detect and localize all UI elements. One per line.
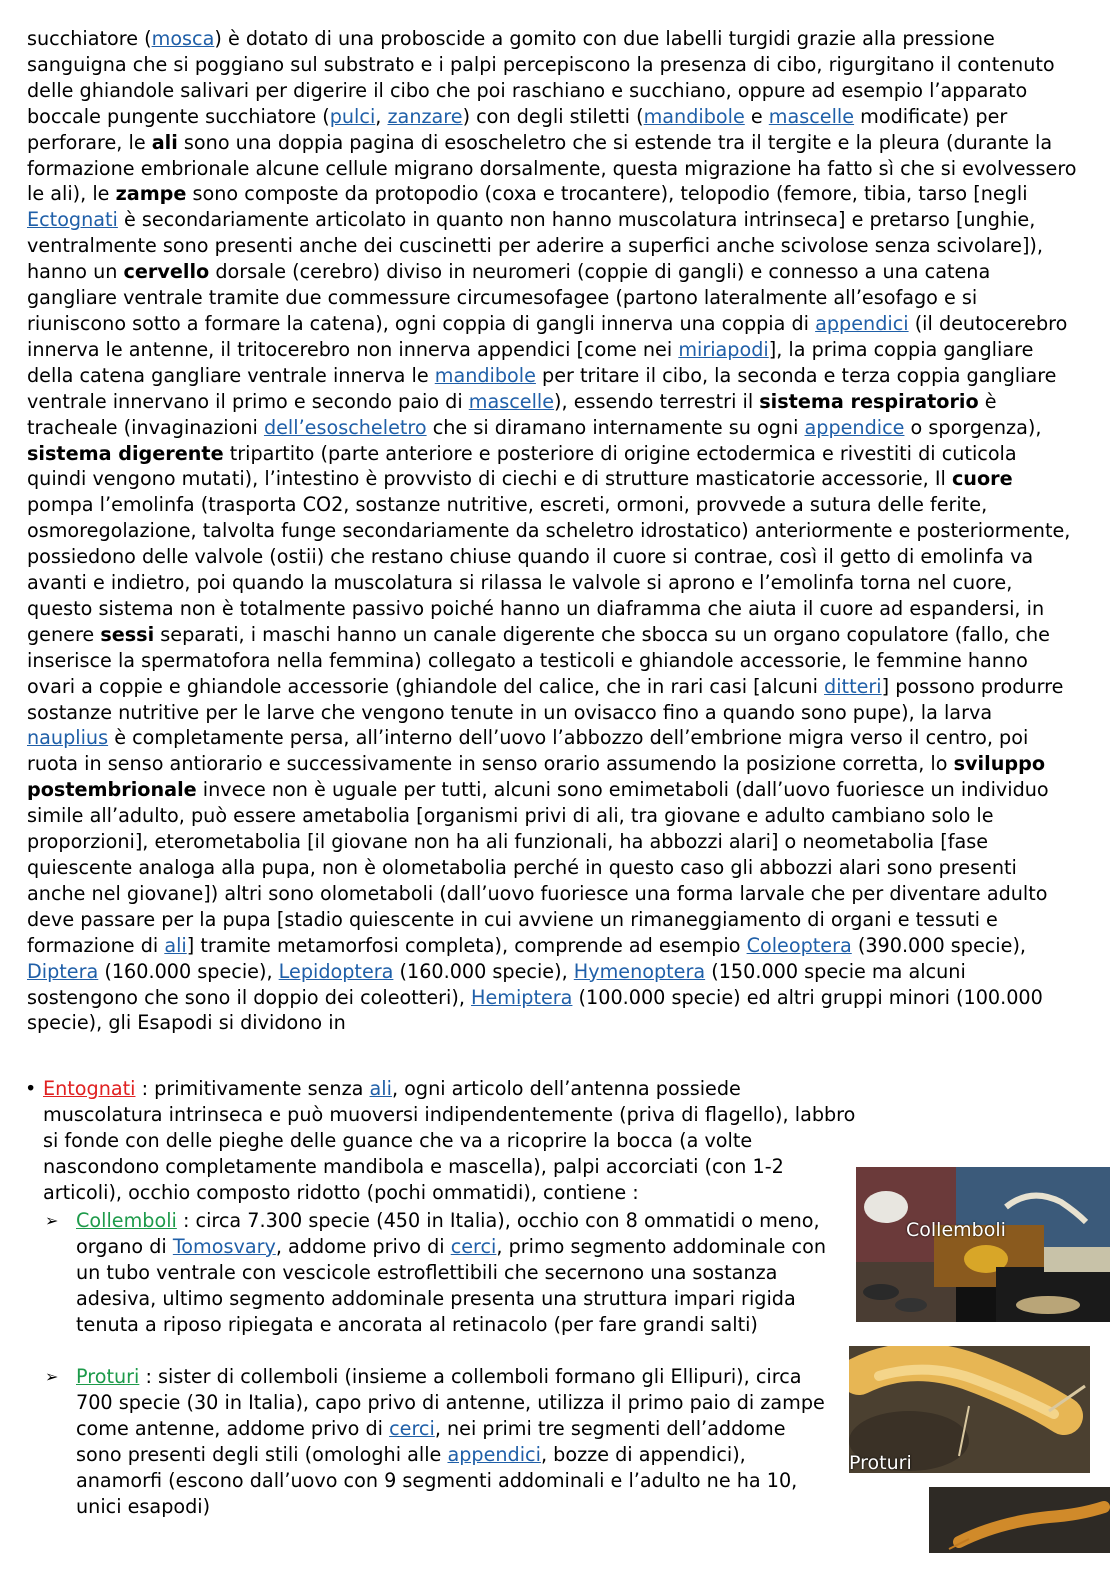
- link-diptera[interactable]: Diptera: [27, 959, 99, 983]
- proturi-caption: Proturi: [849, 1452, 912, 1473]
- arrow-marker: ➢: [45, 1367, 59, 1386]
- link-hymenoptera[interactable]: Hymenoptera: [573, 959, 706, 983]
- collemboli-image: [856, 1167, 1110, 1322]
- term-zampe: zampe: [115, 182, 187, 206]
- proturi-image: [849, 1346, 1090, 1473]
- term-sviluppo-postembrionale: sviluppo postembrionale: [27, 752, 1046, 802]
- term-cuore: cuore: [951, 467, 1013, 491]
- link-cerci[interactable]: cerci: [450, 1234, 497, 1258]
- link-appendice[interactable]: appendice: [804, 415, 905, 439]
- link-ali[interactable]: ali: [164, 933, 187, 957]
- list-item-collemboli: ➢ Collemboli : circa 7.300 specie (450 in Italia), occhio con 8 ommatidi o meno, organo di Tomosvary, addome privo di cerci, primo segmento addominale con un tubo ventrale con vescicole estroflettibili che secernono una sostanza adesiva, ultimo segmento addominale presenta una struttura impari rigida tenuta a riposo ripiegata e ancorata al retinacolo (per fare grandi salti): [45, 1209, 826, 1336]
- term-sistema-respiratorio: sistema respiratorio: [759, 389, 979, 413]
- link-ali-entognati[interactable]: ali: [369, 1077, 392, 1100]
- insect-image: [929, 1487, 1110, 1553]
- link-mandibole-2[interactable]: mandibole: [434, 363, 536, 387]
- term-cervello: cervello: [123, 260, 210, 284]
- link-nauplius[interactable]: nauplius: [27, 726, 109, 750]
- link-mosca[interactable]: mosca: [151, 27, 215, 50]
- collemboli-collage: [856, 1167, 1110, 1322]
- arrow-marker: ➢: [45, 1211, 59, 1230]
- link-pulci[interactable]: pulci: [329, 104, 376, 128]
- term-ali: ali: [151, 130, 178, 154]
- term-sistema-digerente: sistema digerente: [27, 441, 224, 465]
- list-item-entognati: • Entognati : primitivamente senza ali, ogni articolo dell’antenna possiede muscolatura intrinseca e può muoversi indipendentemente (priva di flagello), labbro si fonde con delle pieghe delle guance che va a ricoprire la bocca (a volte nascondono completamente mandibola e mascella), palpi accorciati (con 1-2 articoli), occhio composto ridotto (pochi ommatidi), contiene :: [25, 1077, 856, 1204]
- link-hemiptera[interactable]: Hemiptera: [471, 985, 573, 1009]
- link-coleoptera[interactable]: Coleoptera: [746, 933, 852, 957]
- bullet-marker: •: [25, 1077, 37, 1100]
- list-item-proturi: ➢ Proturi : sister di collemboli (insieme a collemboli formano gli Ellipuri), circa 700 specie (30 in Italia), capo privo di antenne, utilizza il primo paio di zampe come antenne, addome privo di cerci, nei primi tre segmenti dell’addome sono presenti degli stili (omologhi alle appendici, bozze di appendici), anamorfi (escono dall’uovo con 9 segmenti addominali e l’adulto ne ha 10, unici esapodi): [45, 1365, 825, 1518]
- link-appendici[interactable]: appendici: [815, 311, 909, 335]
- link-cerci-2[interactable]: cerci: [389, 1416, 435, 1440]
- link-mascelle-2[interactable]: mascelle: [468, 389, 555, 413]
- link-proturi[interactable]: Proturi: [76, 1365, 140, 1388]
- link-mascelle[interactable]: mascelle: [768, 104, 855, 128]
- link-entognati[interactable]: Entognati: [43, 1077, 136, 1100]
- link-tomosvary[interactable]: Tomosvary: [172, 1234, 276, 1258]
- link-miriapodi[interactable]: miriapodi: [678, 337, 769, 361]
- link-lepidoptera[interactable]: Lepidoptera: [278, 959, 394, 983]
- link-ectognati[interactable]: Ectognati: [27, 208, 118, 232]
- link-collemboli[interactable]: Collemboli: [76, 1209, 177, 1232]
- insect-photo: [929, 1487, 1110, 1553]
- link-zanzare[interactable]: zanzare: [387, 104, 463, 128]
- link-mandibole[interactable]: mandibole: [643, 104, 745, 128]
- link-esoscheletro[interactable]: dell’esoscheletro: [263, 415, 427, 439]
- link-appendici-2[interactable]: appendici: [447, 1442, 541, 1466]
- collemboli-caption: Collemboli: [906, 1219, 1006, 1241]
- main-paragraph: succhiatore (mosca) è dotato di una proboscide a gomito con due labelli turgidi grazie alla pressione sanguigna che si poggiano sul substrato e i palpi percepiscono la presenza di cibo, rigurgitano il contenuto delle ghiandole salivari per digerire il cibo che poi raschiano e succhiano, oppure ad esempio l’apparato boccale pungente succhiatore (pulci, zanzare) con degli stiletti (mandibole e mascelle modificate) per perforare, le ali sono una doppia pagina di esoscheletro che si estende tra il tergite e la pleura (durante la formazione embrionale alcune cellule migrano dorsalmente, questa migrazione ha fatto sì che si evolvessero le ali), le zampe sono composte da protopodio (coxa e trocantere), telopodio (femore, tibia, tarso [negli Ectognati è secondariamente articolato in quanto non hanno muscolatura intrinseca] e pretarso [unghie, ventralmente sono presenti anche dei cuscinetti per aderire a superfici anche scivolose senza scivolare]), hanno un cervello dorsale (cerebro) diviso in neuromeri (coppie di gangli) e connesso a una catena gangliare ventrale tramite due commessure circumesofagee (partono lateralmente all’esofago e si riuniscono sotto a formare la catena), ogni coppia di gangli innerva una coppia di appendici (il deutocerebro innerva le antenne, il tritocerebro non innerva appendici [come nei miriapodi], la prima coppia gangliare della catena gangliare ventrale innerva le mandibole per tritare il cibo, la seconda e terza coppia gangliare ventrale innervano il primo e secondo paio di mascelle), essendo terrestri il sistema respiratorio è tracheale (invaginazioni dell’esoscheletro che si diramano internamente su ogni appendice o sporgenza), sistema digerente tripartito (parte anteriore e posteriore di origine ectodermica e rivestiti di cuticola quindi vengono mutati), l’intestino è provvisto di ciechi e di strutture masticatorie accessorie, Il cuore pompa l’emolinfa (trasporta CO2, sostanze nutritive, escreti, ormoni, provvede a sutura delle ferite, osmoregolazione, talvolta funge secondariamente da scheletro idrostatico) anteriormente e posteriormente, possiedono delle valvole (ostii) che restano chiuse quando il cuore si contrae, così il getto di emolinfa va avanti e indietro, poi quando la muscolatura si rilassa le valvole si aprono e l’emolinfa torna nel cuore, questo sistema non è totalmente passivo poiché hanno un diaframma che aiuta il cuore ad espandersi, in genere sessi separati, i maschi hanno un canale digerente che sbocca su un organo copulatore (fallo, che inserisce la spermatofora nella femmina) collegato a testicoli e ghiandole accessorie, le femmine hanno ovari a coppie e ghiandole accessorie (ghiandole del calice, che in rari casi [alcuni ditteri] possono produrre sostanze nutritive per le larve che vengono tenute in un ovisacco fino a quando sono pupe), la larva nauplius è completamente persa, all’interno dell’uovo l’abbozzo dell’embrione migra verso il centro, poi ruota in senso antiorario e successivamente in senso orario assumendo la posizione corretta, lo sviluppo postembrionale invece non è uguale per tutti, alcuni sono emimetaboli (dall’uovo fuoriesce un individuo simile all’adulto, può essere ametabolia [organismi privi di ali, tra giovane e adulto cambiano solo le proporzioni], eterometabolia [il giovane non ha ali funzionali, ha abbozzi alari] o neometabolia [fase quiescente analoga alla pupa, non è olometabolia perché in questo caso gli abbozzi alari sono presenti anche nel giovane]) altri sono olometaboli (dall’uovo fuoriesce una forma larvale che per diventare adulto deve passare per la pupa [stadio quiescente in cui avviene un rimaneggiamento di organi e tessuti e formazione di ali] tramite metamorfosi completa), comprende ad esempio Coleoptera (390.000 specie), Diptera (160.000 specie), Lepidoptera (160.000 specie), Hymenoptera (150.000 specie ma alcuni sostengono che sono il doppio dei coleotteri), Hemiptera (100.000 specie) ed altri gruppi minori (100.000 specie), gli Esapodi si dividono in: [27, 27, 1077, 1035]
- link-ditteri[interactable]: ditteri: [824, 674, 882, 698]
- term-sessi: sessi: [100, 622, 155, 646]
